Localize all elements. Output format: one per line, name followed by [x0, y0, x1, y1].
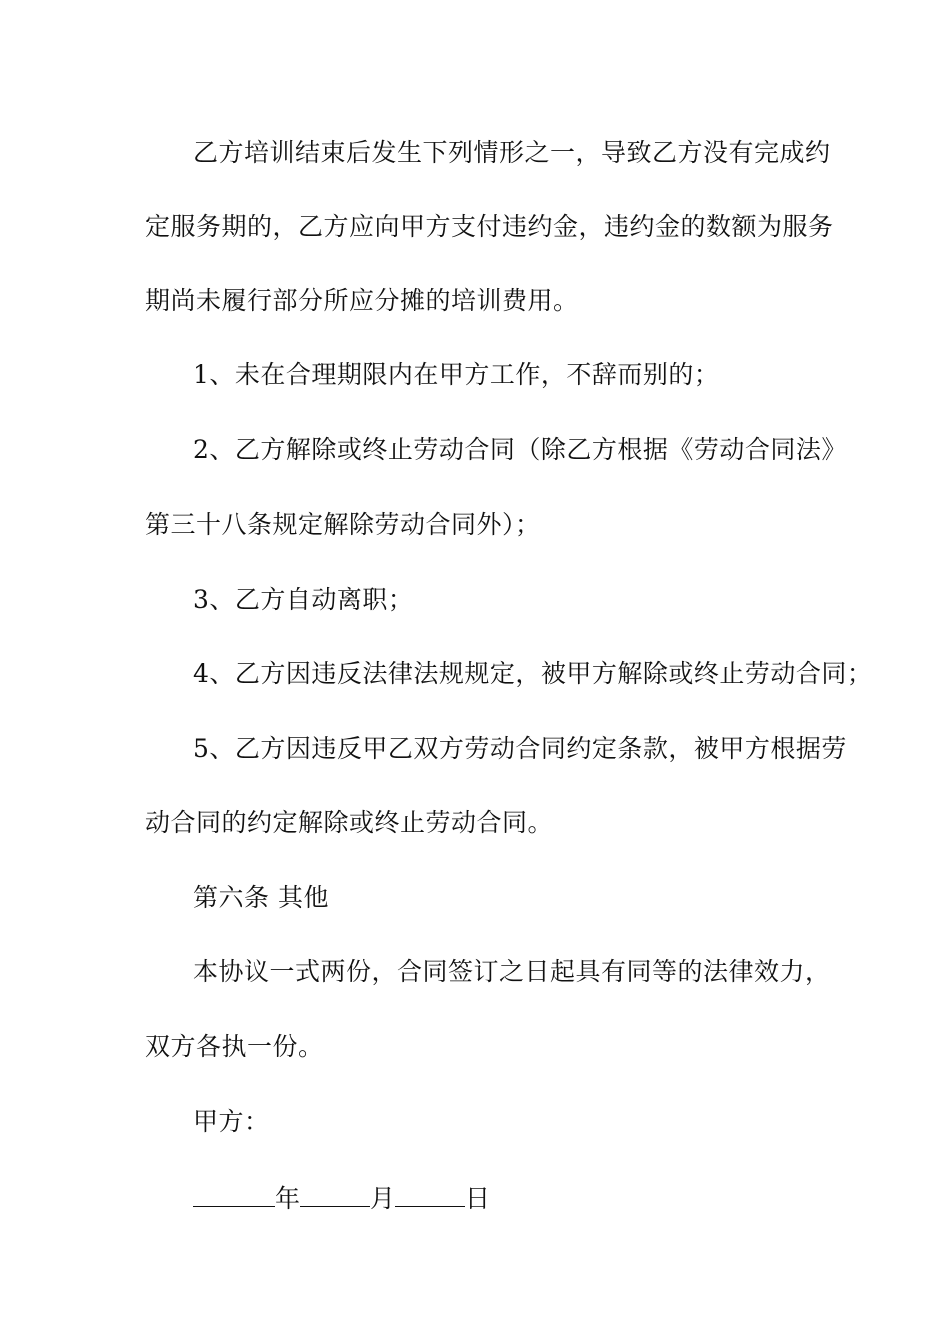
date-line [193, 1182, 490, 1214]
list-item: 1、未在合理期限内在甲方工作，不辞而别的； [193, 360, 720, 389]
day-blank [395, 1182, 465, 1207]
month-blank [300, 1182, 370, 1207]
paragraph-line: 双方各执一份。 [145, 1032, 324, 1061]
paragraph-line: 期尚未履行部分所应分摊的培训费用。 [145, 286, 579, 315]
party-a-label: 甲方： [193, 1107, 270, 1136]
paragraph-line: 定服务期的，乙方应向甲方支付违约金，违约金的数额为服务 [145, 212, 834, 241]
list-item-continuation: 第三十八条规定解除劳动合同外）； [145, 510, 541, 539]
list-item: 2、乙方解除或终止劳动合同（除乙方根据《劳动合同法》 [193, 435, 847, 464]
list-item: 4、乙方因违反法律法规规定，被甲方解除或终止劳动合同； [193, 659, 873, 688]
year-label: 年 [275, 1184, 301, 1213]
month-label: 月 [370, 1184, 396, 1213]
paragraph-line: 乙方培训结束后发生下列情形之一，导致乙方没有完成约 [193, 138, 831, 167]
year-blank [193, 1182, 275, 1207]
list-item: 5、乙方因违反甲乙双方劳动合同约定条款，被甲方根据劳 [193, 734, 847, 763]
section-heading: 第六条 其他 [193, 883, 329, 912]
list-item-continuation: 动合同的约定解除或终止劳动合同。 [145, 808, 554, 837]
day-label: 日 [465, 1184, 491, 1213]
paragraph-line: 本协议一式两份，合同签订之日起具有同等的法律效力， [193, 957, 831, 986]
list-item: 3、乙方自动离职； [193, 585, 414, 614]
